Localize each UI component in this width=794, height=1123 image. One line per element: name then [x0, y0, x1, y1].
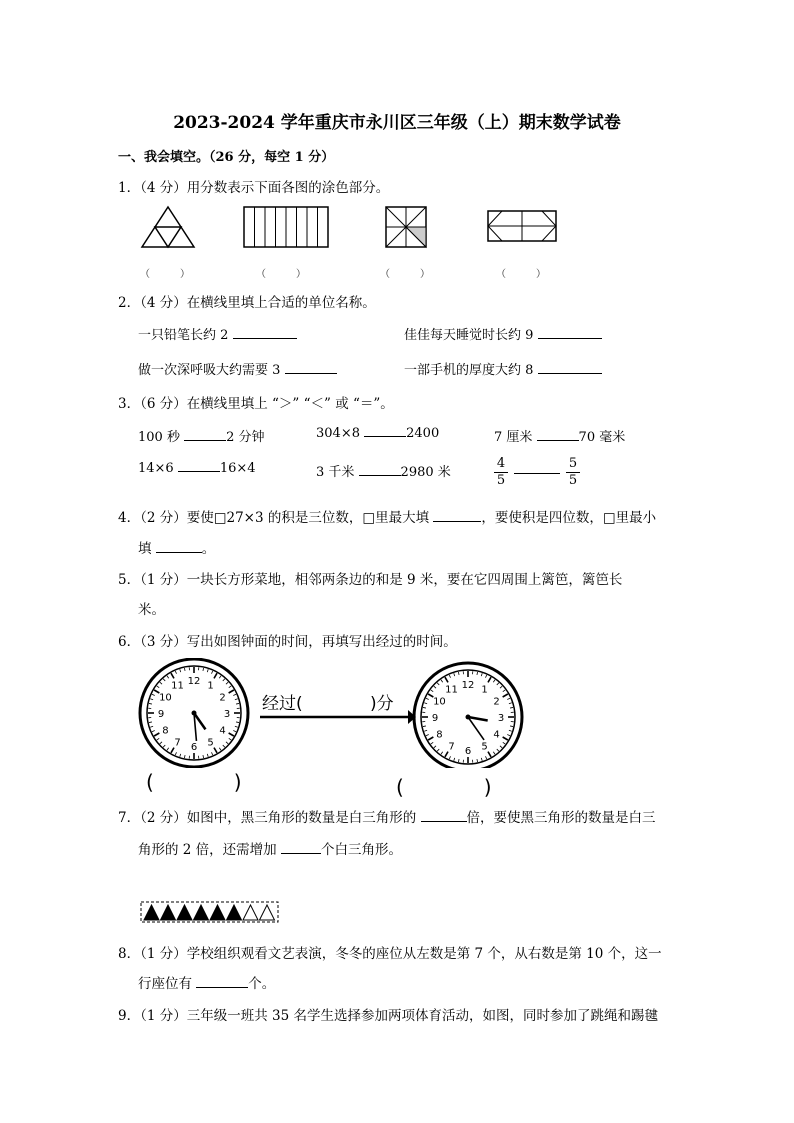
clock-number: 7 [174, 737, 181, 749]
black-triangle [144, 905, 159, 920]
clock-number: 3 [497, 713, 505, 724]
q6-answer-1[interactable]: ( ) [146, 770, 242, 794]
clock-number: 12 [187, 676, 201, 687]
clock-number: 1 [207, 680, 214, 692]
q7-blank-2[interactable] [281, 852, 321, 854]
clock-start [140, 659, 248, 767]
clock-number: 6 [464, 746, 472, 757]
q3-compare-6 [494, 456, 580, 489]
q8-line2: 行座位有 个。 [138, 976, 276, 992]
q3-compare-4: 14×6 16×4 [138, 461, 256, 476]
q5-line1: 5．（1 分）一块长方形菜地，相邻两条边的和是 9 米，要在它四周围上篱笆，篱笆长 [118, 572, 623, 588]
white-triangle [260, 905, 275, 920]
q7-line2: 角形的 2 倍，还需增加 个白三角形。 [138, 842, 402, 858]
q3-compare-1: 100 秒 2 分钟 [138, 430, 265, 445]
q2-item-a: 一只铅笔长约 2 [138, 324, 297, 343]
clock-number: 1 [481, 684, 488, 696]
clock-number: 5 [207, 737, 214, 749]
clock-number: 11 [445, 684, 458, 696]
q2-item-c: 做一次深呼吸大约需要 3 [138, 359, 337, 378]
q4-blank-1[interactable] [433, 520, 481, 522]
q1-answer-1[interactable]: （ ） [140, 269, 190, 280]
clock-number: 11 [171, 680, 184, 692]
q1-answer-4[interactable]: （ ） [496, 269, 546, 280]
triangles-figure [140, 900, 280, 924]
black-triangle [161, 905, 176, 920]
q1-stem: 1．（4 分）用分数表示下面各图的涂色部分。 [118, 180, 390, 196]
q8-blank[interactable] [196, 986, 248, 988]
black-triangle [194, 905, 209, 920]
clock-number: 12 [461, 680, 475, 691]
black-triangle [210, 905, 225, 920]
q3-blank-4[interactable] [178, 470, 220, 472]
fraction-right: $\frac{5}{5}$ [566, 456, 580, 489]
clock-number: 4 [493, 729, 500, 741]
elapsed-label-right: )分 [370, 694, 394, 714]
q3-blank-2[interactable] [364, 435, 406, 437]
q3-blank-1[interactable] [184, 439, 226, 441]
white-triangle [243, 905, 258, 920]
clock-number: 10 [433, 696, 446, 708]
q7-blank-1[interactable] [421, 820, 467, 822]
q3-blank-5[interactable] [359, 474, 401, 476]
q4-blank-2[interactable] [156, 551, 202, 553]
clock-number: 4 [219, 725, 226, 737]
clock-number: 10 [159, 692, 172, 704]
rectangle-strips-figure [244, 207, 328, 247]
q3-stem: 3．（6 分）在横线里填上 “＞” “＜” 或 “＝”。 [118, 396, 394, 412]
clock-number: 5 [481, 741, 488, 753]
triangle-figure [142, 207, 194, 247]
q1-answer-3[interactable]: （ ） [380, 269, 430, 280]
q2-blank-b[interactable] [538, 337, 602, 339]
elapsed-label-left: 经过( [262, 694, 303, 714]
q1-answer-2[interactable]: （ ） [256, 269, 306, 280]
q6-stem: 6．（3 分）写出如图钟面的时间，再填写出经过的时间。 [118, 634, 457, 650]
q8-line1: 8．（1 分）学校组织观看文艺表演，冬冬的座位从左数是第 7 个，从右数是第 10 个，这一 [118, 946, 662, 962]
q3-compare-3: 7 厘米 70 毫米 [494, 430, 626, 445]
square-star-figure [386, 207, 426, 247]
clock-number: 9 [431, 713, 439, 724]
arrow-rectangle-figure [488, 211, 556, 241]
clock-number: 2 [493, 696, 500, 708]
clock-number: 2 [219, 692, 226, 704]
black-triangle [227, 905, 242, 920]
fraction-left: $\frac{4}{5}$ [494, 456, 508, 489]
q2-stem: 2．（4 分）在横线里填上合适的单位名称。 [118, 295, 376, 311]
clock-number: 6 [190, 742, 198, 753]
q4-line1: 4．（2 分）要使□27×3 的积是三位数，□里最大填 ，要使积是四位数，□里最小 [118, 510, 657, 526]
q5-line2: 米。 [138, 602, 165, 618]
clock-number: 7 [448, 741, 455, 753]
q6-clock-figure [138, 658, 532, 768]
black-triangle [177, 905, 192, 920]
q3-blank-6[interactable] [514, 472, 560, 474]
q1-figures [140, 205, 560, 249]
clock-number: 3 [223, 709, 231, 720]
q2-item-b: 佳佳每天睡觉时长约 9 [404, 324, 602, 343]
q2-blank-c[interactable] [285, 372, 337, 374]
page-title: 2023-2024 学年重庆市永川区三年级（上）期末数学试卷 [173, 113, 621, 133]
q3-blank-3[interactable] [537, 439, 579, 441]
q9-line1: 9．（1 分）三年级一班共 35 名学生选择参加两项体育活动，如图，同时参加了跳绳和踢毽 [118, 1008, 658, 1024]
clock-number: 8 [436, 729, 443, 741]
q4-line2: 填 。 [138, 541, 216, 557]
section-heading: 一、我会填空。（26 分，每空 1 分） [118, 150, 335, 165]
q7-line1: 7．（2 分）如图中，黑三角形的数量是白三角形的 倍，要使黑三角形的数量是白三 [118, 810, 656, 826]
q3-compare-5: 3 千米 2980 米 [316, 465, 451, 480]
q2-item-d: 一部手机的厚度大约 8 [404, 359, 602, 378]
clock-end [414, 663, 522, 768]
q2-blank-d[interactable] [538, 372, 602, 374]
q3-compare-2: 304×8 2400 [316, 426, 440, 441]
clock-number: 9 [157, 709, 165, 720]
clock-number: 8 [162, 725, 169, 737]
q2-blank-a[interactable] [233, 337, 297, 339]
q6-answer-2[interactable]: ( ) [396, 775, 492, 799]
